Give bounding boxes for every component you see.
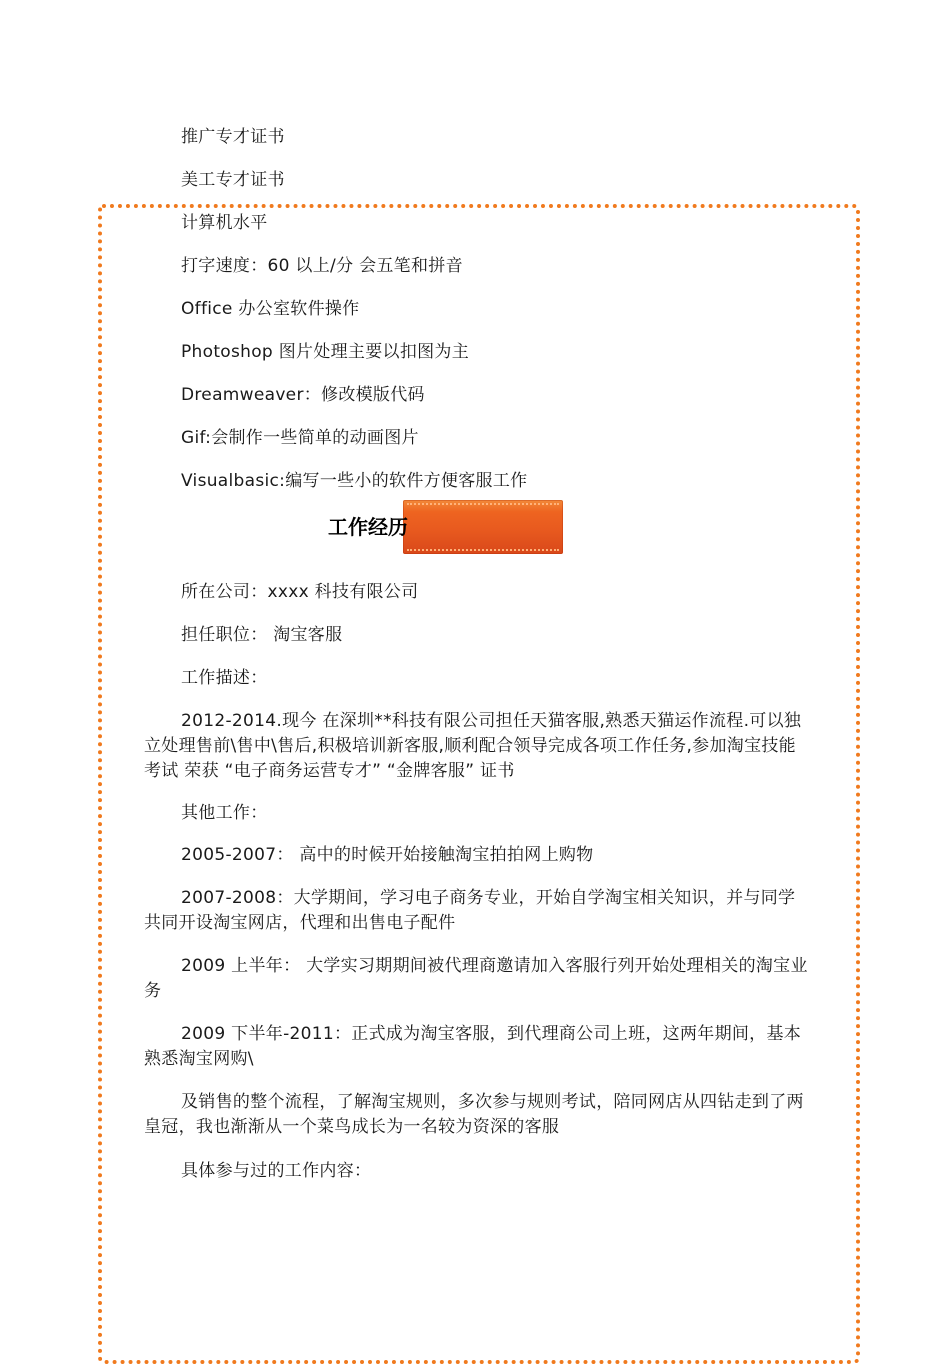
certificate-item-design: 美工专才证书 xyxy=(181,170,285,190)
section-heading-text: 工作经历 xyxy=(328,515,408,539)
skill-item-typing-speed: 打字速度：60 以上/分 会五笔和拼音 xyxy=(181,256,463,276)
certificate-item-promotion: 推广专才证书 xyxy=(181,127,285,147)
section-heading-decoration-bar xyxy=(403,500,563,554)
skill-item-office: Office 办公室软件操作 xyxy=(181,299,360,319)
work-content-label: 具体参与过的工作内容： xyxy=(181,1161,372,1181)
skill-item-photoshop: Photoshop 图片处理主要以扣图为主 xyxy=(181,342,470,362)
skill-item-dreamweaver: Dreamweaver：修改模版代码 xyxy=(181,385,425,405)
other-work-item-2009-first-half: 2009 上半年： 大学实习期期间被代理商邀请加入客服行列开始处理相关的淘宝业务 xyxy=(144,956,808,1001)
skill-item-computer-level: 计算机水平 xyxy=(181,213,268,233)
other-work-item-2007: 2007-2008：大学期间，学习电子商务专业，开始自学淘宝相关知识，并与同学共同开设淘宝网店，代理和出售电子配件 xyxy=(144,888,796,933)
page-border-frame xyxy=(98,204,860,1364)
skill-item-gif: Gif:会制作一些简单的动画图片 xyxy=(181,428,419,448)
other-work-label: 其他工作： xyxy=(181,803,268,823)
job-position: 担任职位： 淘宝客服 xyxy=(181,625,343,645)
other-work-item-2009-second-half: 2009 下半年-2011：正式成为淘宝客服，到代理商公司上班，这两年期间，基本熟悉淘宝网购\ xyxy=(144,1024,802,1069)
other-work-item-2005: 2005-2007： 高中的时候开始接触淘宝拍拍网上购物 xyxy=(181,845,594,865)
skill-item-visualbasic: Visualbasic:编写一些小的软件方便客服工作 xyxy=(181,471,528,491)
job-description-paragraph: 2012-2014.现今 在深圳**科技有限公司担任天猫客服,熟悉天猫运作流程.可以独立处理售前\售中\售后,积极培训新客服,顺利配合领导完成各项工作任务,参加淘宝技能考试 荣获 “电子商务运营专才” “金牌客服” 证书 xyxy=(144,711,802,781)
other-work-item-sales-process: 及销售的整个流程，了解淘宝规则，多次参与规则考试，陪同网店从四钻走到了两皇冠，我也渐渐从一个菜鸟成长为一名较为资深的客服 xyxy=(144,1092,804,1137)
job-description-label: 工作描述： xyxy=(181,668,268,688)
job-company: 所在公司：xxxx 科技有限公司 xyxy=(181,582,419,602)
